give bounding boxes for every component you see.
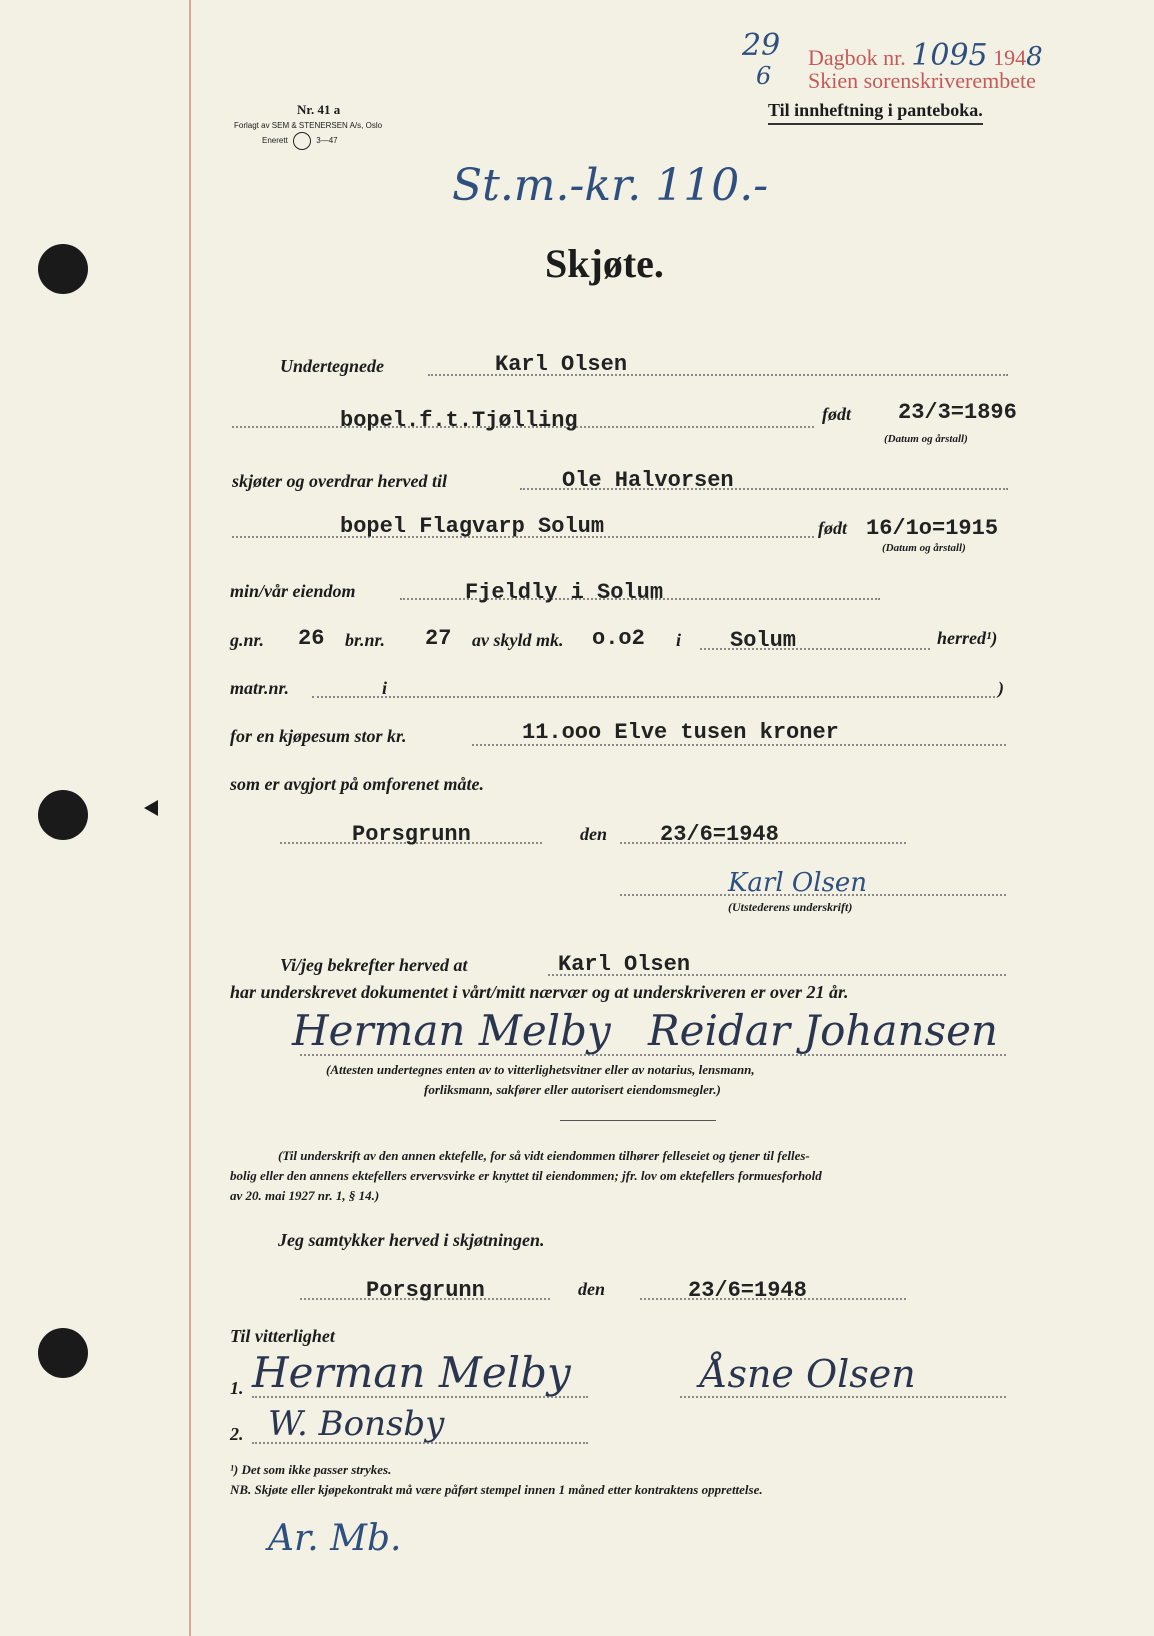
issuer-caption: (Utstederens underskrift) [728, 900, 853, 914]
buyer-residence: bopel Flagvarp Solum [340, 514, 605, 539]
spouse-note-line1: (Til underskrift av den annen ektefelle, for så vidt eiendommen tilhører felleseiet og tjener til felles- [278, 1148, 810, 1163]
seller-name: Karl Olsen [495, 352, 628, 377]
footnote-1: ¹) Det som ikke passer strykes. [230, 1462, 392, 1477]
witness-caption-1: (Attesten undertegnes enten av to vitterlighetsvitner eller av notarius, lensmann, [326, 1062, 755, 1077]
divider [560, 1120, 716, 1121]
datum-caption: (Datum og årstall) [884, 433, 968, 445]
matr-label: matr.nr. [230, 678, 290, 698]
brnr-value: 27 [425, 626, 452, 651]
buyer-fodt-label: født [818, 518, 847, 538]
place: Porsgrunn [352, 822, 471, 847]
consent-den-label: den [578, 1279, 605, 1299]
skyld-value: o.o2 [592, 626, 645, 651]
gnr-value: 26 [298, 626, 325, 651]
witness-signature-1: Herman Melby [292, 1006, 611, 1055]
consent-date: 23/6=1948 [688, 1278, 807, 1303]
consent-text: Jeg samtykker herved i skjøtningen. [278, 1230, 545, 1250]
herred-value: Solum [730, 628, 797, 653]
stamp-line1: Dagbok nr. 1095 1948 [808, 38, 1043, 73]
witness-caption-2: forliksmann, sakfører eller autorisert eiendomsmegler.) [424, 1082, 721, 1097]
issuer-signature: Karl Olsen [728, 868, 868, 898]
property-name: Fjeldly i Solum [465, 580, 664, 605]
confirm-text: har underskrevet dokumentet i vårt/mitt nærvær og at underskriveren er over 21 år. [230, 982, 849, 1002]
stamp-hand-date-bottom: 6 [756, 62, 772, 90]
transfer-label: skjøter og overdrar herved til [232, 471, 447, 491]
buyer-name: Ole Halvorsen [562, 468, 734, 493]
fodt-label: født [822, 404, 851, 424]
skyld-label: av skyld mk. [472, 630, 564, 650]
stamp-hand-date-top: 29 [742, 28, 781, 63]
stamp-line2: Skien sorenskriverembete [808, 68, 1036, 93]
seller-born: 23/3=1896 [898, 400, 1017, 425]
consent-place: Porsgrunn [366, 1278, 485, 1303]
witness-signature-2: Reidar Johansen [648, 1006, 998, 1055]
confirm-label: Vi/jeg bekrefter herved at [280, 955, 468, 975]
margin-line [189, 0, 191, 1636]
buyer-born: 16/1o=1915 [866, 516, 999, 541]
confirm-name: Karl Olsen [558, 952, 691, 977]
consent-witness-signature-1: Herman Melby [252, 1348, 571, 1397]
witness-num-1: 1. [230, 1378, 244, 1398]
settled-text: som er avgjort på omforenet måte. [230, 774, 484, 794]
seller-residence: bopel.f.t.Tjølling [340, 408, 578, 433]
form-exclusive: Enerett 3—47 [262, 132, 338, 150]
matr-i: i [382, 678, 388, 698]
form-number: Nr. 41 a [297, 102, 341, 117]
bottom-hand-note: Ar. Mb. [268, 1518, 402, 1559]
spouse-note-line2: bolig eller den annens ektefellers ervervsvirke er knyttet til eiendommen; jfr. lov om ektefellers formuesforhold [230, 1168, 822, 1183]
footnote-nb: NB. Skjøte eller kjøpekontrakt må være påført stempel innen 1 måned etter kontraktens opprettelse. [230, 1482, 763, 1497]
stamp-line3: Til innheftning i panteboka. [768, 100, 983, 125]
spouse-note-line3: av 20. mai 1927 nr. 1, § 14.) [230, 1188, 380, 1203]
den-label: den [580, 824, 607, 844]
stamp-hand-number: 1095 [911, 38, 988, 73]
punch-hole [38, 244, 88, 294]
document-title: Skjøte. [545, 241, 664, 286]
punch-hole [38, 790, 88, 840]
consent-witness-signature-2: W. Bonsby [268, 1404, 445, 1444]
price-label: for en kjøpesum stor kr. [230, 726, 407, 746]
undertegnede-label: Undertegnede [280, 356, 384, 376]
spouse-signature: Åsne Olsen [700, 1352, 916, 1396]
gnr-label: g.nr. [230, 630, 265, 650]
matr-close: ) [998, 678, 1004, 698]
date: 23/6=1948 [660, 822, 779, 847]
punch-hole [38, 1328, 88, 1378]
publisher-logo-icon [293, 132, 311, 150]
herred-label: herred¹) [937, 628, 998, 648]
brnr-label: br.nr. [345, 630, 386, 650]
price-value: 11.ooo Elve tusen kroner [522, 720, 839, 745]
arrow-marker-icon [144, 800, 158, 816]
dotted-line [312, 696, 995, 698]
datum-caption-2: (Datum og årstall) [882, 542, 966, 554]
dotted-line [680, 1396, 1006, 1398]
form-publisher: Forlagt av SEM & STENERSEN A/s, Oslo [234, 121, 383, 130]
property-label: min/vår eiendom [230, 581, 356, 601]
witness-label: Til vitterlighet [230, 1326, 335, 1346]
witness-num-2: 2. [230, 1424, 244, 1444]
fee-note: St.m.-kr. 110.- [452, 160, 769, 211]
i-label: i [676, 630, 682, 650]
